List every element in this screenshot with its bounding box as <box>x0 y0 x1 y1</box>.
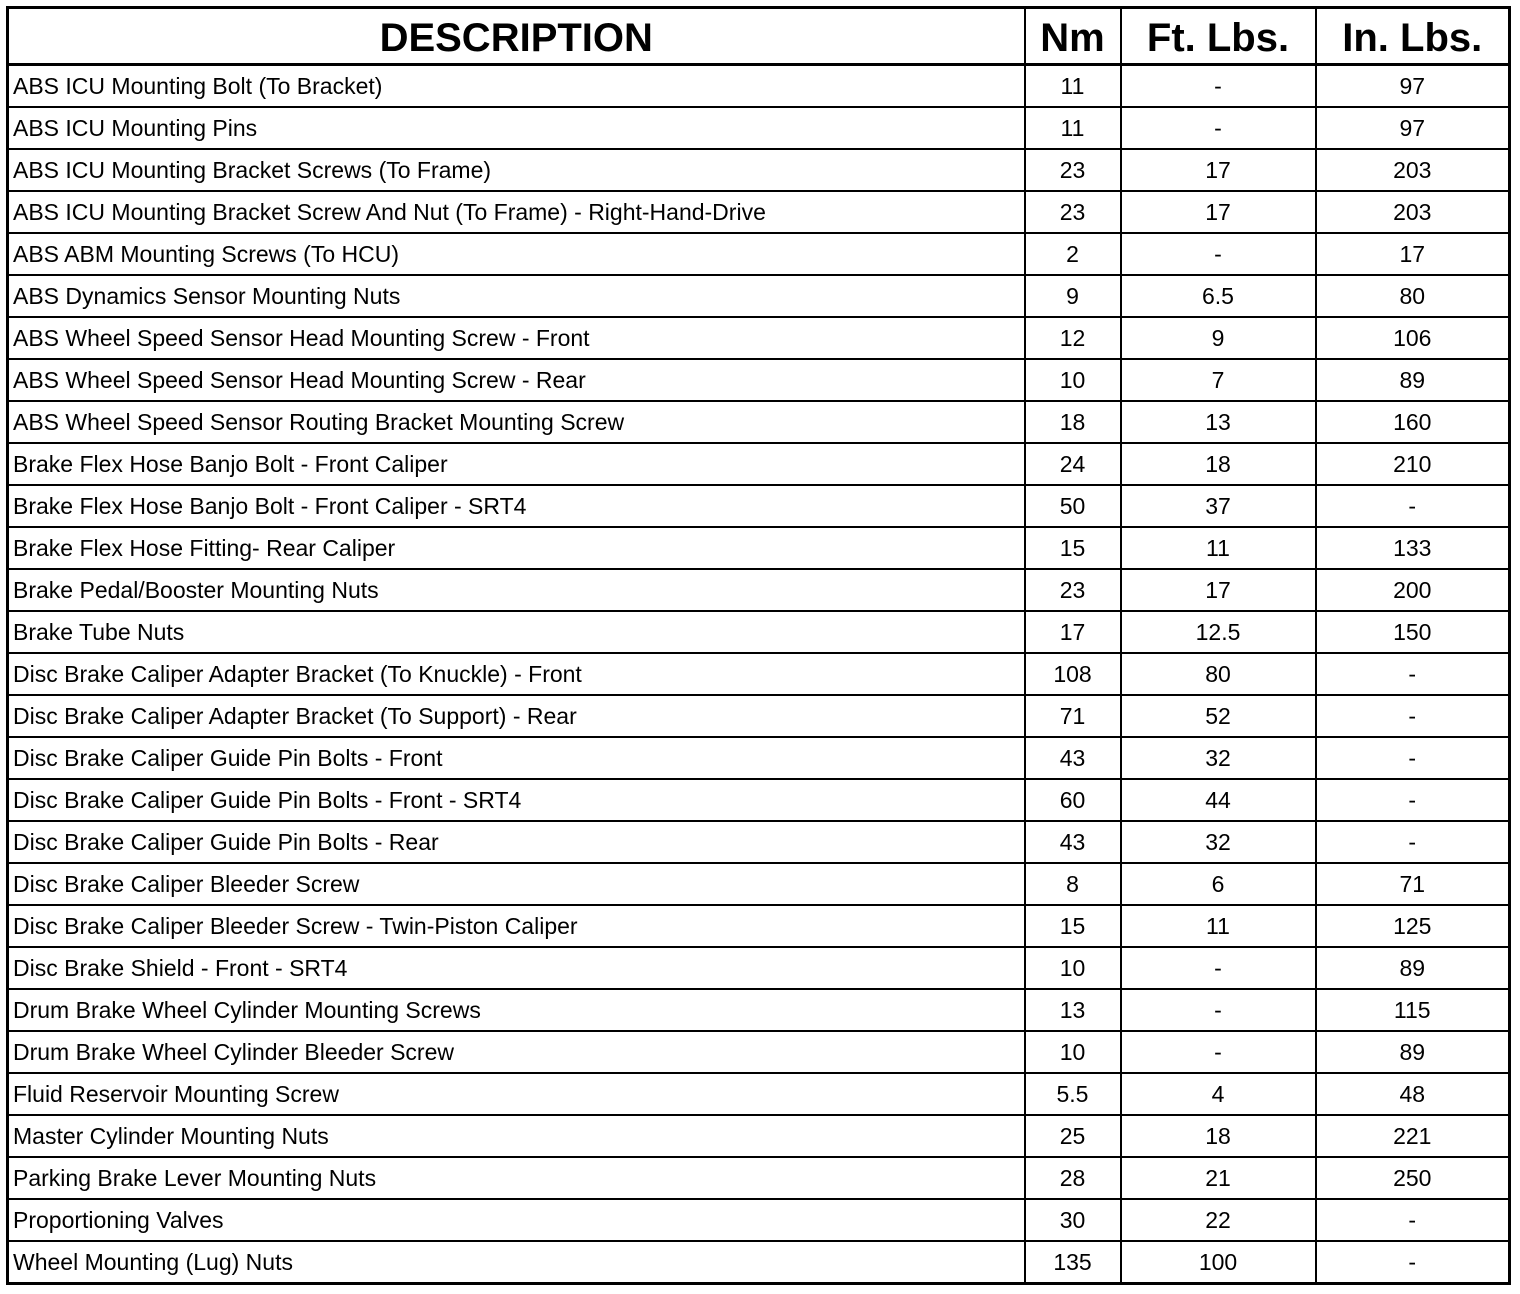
cell-in-lbs: 89 <box>1316 947 1510 989</box>
table-row <box>8 947 1510 989</box>
torque-spec-table <box>6 6 1511 1285</box>
cell-ft-lbs: - <box>1121 233 1316 275</box>
table-body <box>8 65 1510 1284</box>
header-in-lbs: In. Lbs. <box>1316 8 1510 65</box>
cell-in-lbs: - <box>1316 737 1510 779</box>
cell-nm: 10 <box>1025 359 1121 401</box>
cell-description: ABS ICU Mounting Pins <box>8 107 1025 149</box>
cell-description: ABS ICU Mounting Bracket Screws (To Frame) <box>8 149 1025 191</box>
cell-description: Fluid Reservoir Mounting Screw <box>8 1073 1025 1115</box>
table-row <box>8 233 1510 275</box>
cell-description: Drum Brake Wheel Cylinder Bleeder Screw <box>8 1031 1025 1073</box>
cell-nm: 15 <box>1025 905 1121 947</box>
cell-ft-lbs: - <box>1121 989 1316 1031</box>
cell-description: Proportioning Valves <box>8 1199 1025 1241</box>
cell-in-lbs: 250 <box>1316 1157 1510 1199</box>
cell-nm: 60 <box>1025 779 1121 821</box>
cell-in-lbs: 97 <box>1316 107 1510 149</box>
cell-nm: 25 <box>1025 1115 1121 1157</box>
cell-ft-lbs: 52 <box>1121 695 1316 737</box>
cell-description: Disc Brake Shield - Front - SRT4 <box>8 947 1025 989</box>
cell-description: Brake Pedal/Booster Mounting Nuts <box>8 569 1025 611</box>
cell-nm: 18 <box>1025 401 1121 443</box>
cell-in-lbs: 71 <box>1316 863 1510 905</box>
cell-in-lbs: - <box>1316 485 1510 527</box>
cell-nm: 2 <box>1025 233 1121 275</box>
cell-in-lbs: 80 <box>1316 275 1510 317</box>
cell-nm: 24 <box>1025 443 1121 485</box>
cell-in-lbs: 115 <box>1316 989 1510 1031</box>
cell-in-lbs: - <box>1316 653 1510 695</box>
cell-ft-lbs: 32 <box>1121 737 1316 779</box>
cell-ft-lbs: 17 <box>1121 569 1316 611</box>
cell-in-lbs: 89 <box>1316 359 1510 401</box>
header-description: DESCRIPTION <box>8 8 1025 65</box>
cell-ft-lbs: 22 <box>1121 1199 1316 1241</box>
table-header <box>8 8 1510 65</box>
cell-description: Disc Brake Caliper Adapter Bracket (To Support) - Rear <box>8 695 1025 737</box>
cell-ft-lbs: 37 <box>1121 485 1316 527</box>
cell-in-lbs: 133 <box>1316 527 1510 569</box>
cell-nm: 50 <box>1025 485 1121 527</box>
cell-description: Master Cylinder Mounting Nuts <box>8 1115 1025 1157</box>
header-ft-lbs: Ft. Lbs. <box>1121 8 1316 65</box>
cell-in-lbs: 160 <box>1316 401 1510 443</box>
cell-ft-lbs: 9 <box>1121 317 1316 359</box>
cell-nm: 5.5 <box>1025 1073 1121 1115</box>
cell-description: ABS Wheel Speed Sensor Head Mounting Screw - Front <box>8 317 1025 359</box>
cell-nm: 23 <box>1025 569 1121 611</box>
cell-description: Disc Brake Caliper Guide Pin Bolts - Front - SRT4 <box>8 779 1025 821</box>
table-row <box>8 275 1510 317</box>
table-row <box>8 737 1510 779</box>
cell-ft-lbs: 6 <box>1121 863 1316 905</box>
cell-nm: 17 <box>1025 611 1121 653</box>
table-row <box>8 905 1510 947</box>
cell-description: ABS Wheel Speed Sensor Head Mounting Screw - Rear <box>8 359 1025 401</box>
cell-in-lbs: 203 <box>1316 191 1510 233</box>
cell-description: ABS ICU Mounting Bracket Screw And Nut (To Frame) - Right-Hand-Drive <box>8 191 1025 233</box>
cell-ft-lbs: 80 <box>1121 653 1316 695</box>
table-row <box>8 863 1510 905</box>
cell-description: Disc Brake Caliper Adapter Bracket (To Knuckle) - Front <box>8 653 1025 695</box>
table-row <box>8 1241 1510 1284</box>
cell-description: ABS Dynamics Sensor Mounting Nuts <box>8 275 1025 317</box>
cell-nm: 43 <box>1025 737 1121 779</box>
cell-nm: 23 <box>1025 191 1121 233</box>
table-row <box>8 443 1510 485</box>
cell-description: Parking Brake Lever Mounting Nuts <box>8 1157 1025 1199</box>
cell-ft-lbs: 12.5 <box>1121 611 1316 653</box>
cell-ft-lbs: 17 <box>1121 149 1316 191</box>
table-row <box>8 317 1510 359</box>
cell-ft-lbs: 11 <box>1121 527 1316 569</box>
cell-ft-lbs: 18 <box>1121 1115 1316 1157</box>
cell-nm: 71 <box>1025 695 1121 737</box>
table-row <box>8 65 1510 108</box>
cell-in-lbs: 200 <box>1316 569 1510 611</box>
cell-in-lbs: - <box>1316 695 1510 737</box>
cell-in-lbs: - <box>1316 821 1510 863</box>
table-row <box>8 611 1510 653</box>
cell-ft-lbs: 11 <box>1121 905 1316 947</box>
cell-ft-lbs: 21 <box>1121 1157 1316 1199</box>
table-row <box>8 653 1510 695</box>
table-row <box>8 1199 1510 1241</box>
cell-description: Brake Flex Hose Banjo Bolt - Front Caliper - SRT4 <box>8 485 1025 527</box>
cell-in-lbs: 48 <box>1316 1073 1510 1115</box>
cell-description: Brake Flex Hose Banjo Bolt - Front Caliper <box>8 443 1025 485</box>
cell-ft-lbs: - <box>1121 65 1316 108</box>
cell-nm: 9 <box>1025 275 1121 317</box>
table-row <box>8 149 1510 191</box>
cell-description: Brake Flex Hose Fitting- Rear Caliper <box>8 527 1025 569</box>
cell-nm: 28 <box>1025 1157 1121 1199</box>
cell-description: ABS ICU Mounting Bolt (To Bracket) <box>8 65 1025 108</box>
header-row <box>8 8 1510 65</box>
cell-nm: 8 <box>1025 863 1121 905</box>
cell-nm: 23 <box>1025 149 1121 191</box>
table-row <box>8 485 1510 527</box>
cell-ft-lbs: - <box>1121 107 1316 149</box>
cell-nm: 15 <box>1025 527 1121 569</box>
cell-ft-lbs: 6.5 <box>1121 275 1316 317</box>
cell-ft-lbs: 18 <box>1121 443 1316 485</box>
table-row <box>8 107 1510 149</box>
cell-in-lbs: 125 <box>1316 905 1510 947</box>
cell-nm: 11 <box>1025 107 1121 149</box>
cell-ft-lbs: 4 <box>1121 1073 1316 1115</box>
cell-nm: 108 <box>1025 653 1121 695</box>
cell-nm: 13 <box>1025 989 1121 1031</box>
table-row <box>8 569 1510 611</box>
table-row <box>8 401 1510 443</box>
cell-ft-lbs: - <box>1121 947 1316 989</box>
cell-description: Drum Brake Wheel Cylinder Mounting Screws <box>8 989 1025 1031</box>
table-row <box>8 191 1510 233</box>
cell-description: Disc Brake Caliper Guide Pin Bolts - Rear <box>8 821 1025 863</box>
table-row <box>8 359 1510 401</box>
table-row <box>8 989 1510 1031</box>
cell-in-lbs: - <box>1316 1199 1510 1241</box>
table-row <box>8 695 1510 737</box>
cell-in-lbs: 106 <box>1316 317 1510 359</box>
cell-in-lbs: 150 <box>1316 611 1510 653</box>
table-row <box>8 527 1510 569</box>
cell-nm: 135 <box>1025 1241 1121 1284</box>
cell-in-lbs: - <box>1408 1248 1417 1275</box>
cell-in-lbs: 97 <box>1316 65 1510 108</box>
table-row <box>8 821 1510 863</box>
header-nm: Nm <box>1025 8 1121 65</box>
cell-ft-lbs: 44 <box>1121 779 1316 821</box>
cell-description: ABS Wheel Speed Sensor Routing Bracket Mounting Screw <box>8 401 1025 443</box>
cell-ft-lbs: 13 <box>1121 401 1316 443</box>
cell-ft-lbs: 100 <box>1121 1241 1316 1284</box>
cell-description: Brake Tube Nuts <box>8 611 1025 653</box>
cell-in-lbs: 89 <box>1316 1031 1510 1073</box>
table-row <box>8 1031 1510 1073</box>
cell-ft-lbs: - <box>1121 1031 1316 1073</box>
cell-description: Disc Brake Caliper Guide Pin Bolts - Front <box>8 737 1025 779</box>
cell-nm: 12 <box>1025 317 1121 359</box>
cell-description: ABS ABM Mounting Screws (To HCU) <box>8 233 1025 275</box>
cell-ft-lbs: 32 <box>1121 821 1316 863</box>
cell-nm: 30 <box>1025 1199 1121 1241</box>
cell-nm: 10 <box>1025 1031 1121 1073</box>
cell-in-lbs: 203 <box>1316 149 1510 191</box>
cell-nm: 43 <box>1025 821 1121 863</box>
table-row <box>8 779 1510 821</box>
cell-ft-lbs: 17 <box>1121 191 1316 233</box>
table-row <box>8 1157 1510 1199</box>
cell-in-lbs: 17 <box>1316 233 1510 275</box>
cell-description: Disc Brake Caliper Bleeder Screw - Twin-Piston Caliper <box>8 905 1025 947</box>
cell-ft-lbs: 7 <box>1121 359 1316 401</box>
cell-nm: 10 <box>1025 947 1121 989</box>
cell-in-lbs: 221 <box>1316 1115 1510 1157</box>
table-row <box>8 1115 1510 1157</box>
cell-in-lbs: - <box>1316 779 1510 821</box>
cell-nm: 11 <box>1025 65 1121 108</box>
cell-description: Wheel Mounting (Lug) Nuts <box>8 1241 1025 1284</box>
table-row <box>8 1073 1510 1115</box>
cell-in-lbs: 210 <box>1316 443 1510 485</box>
cell-description: Disc Brake Caliper Bleeder Screw <box>8 863 1025 905</box>
